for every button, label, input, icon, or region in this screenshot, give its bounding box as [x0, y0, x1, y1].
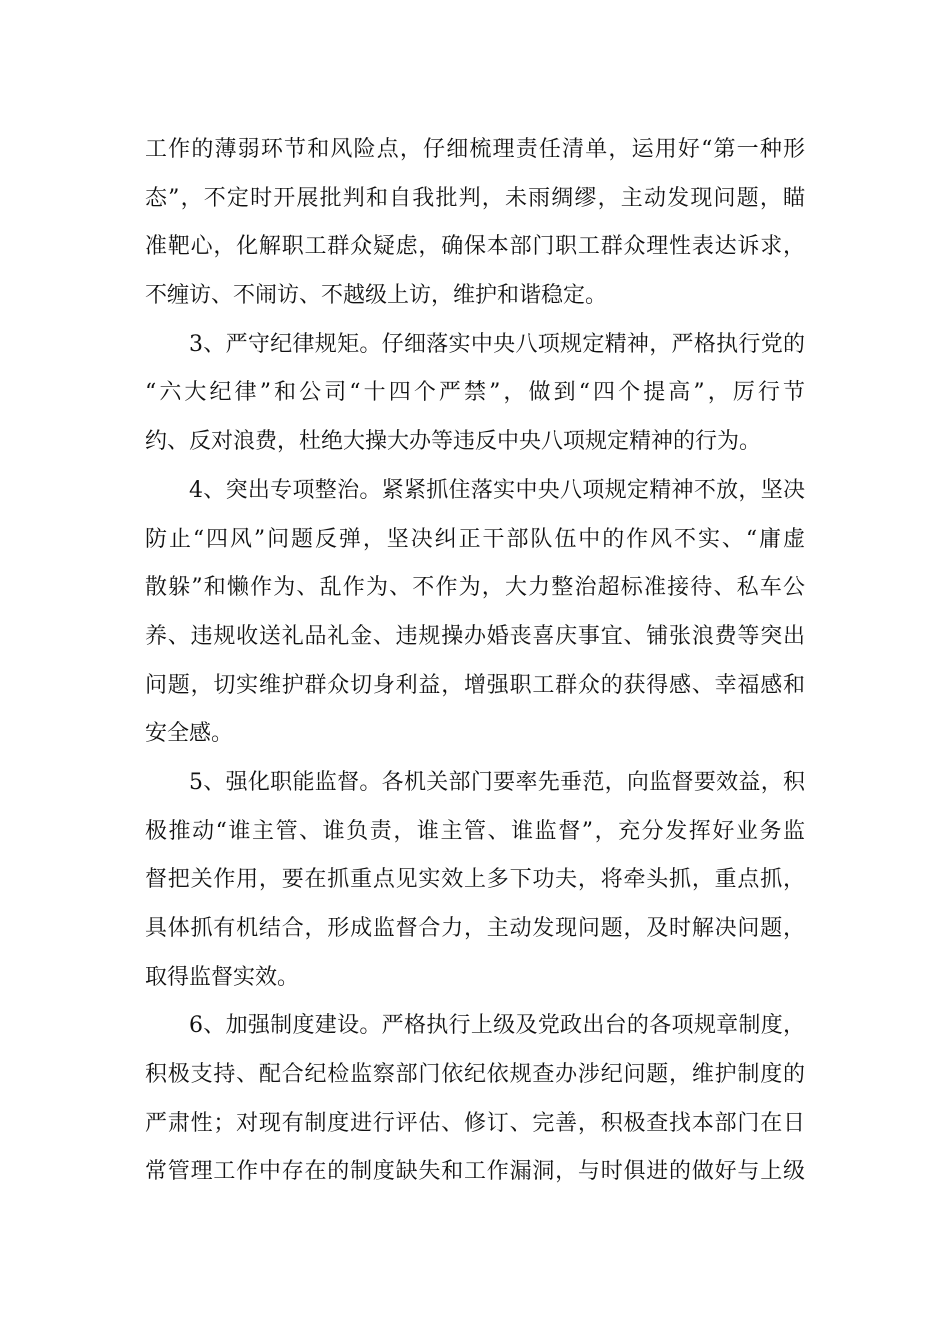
text-line: 不缠访、不闹访、不越级上访，维护和谐稳定。 [145, 283, 608, 309]
paragraph-3-heading-line: 3、严守纪律规矩。仔细落实中央八项规定精神，严格执行党的 [189, 331, 805, 357]
text-line: “六大纪律”和公司“十四个严禁”，做到“四个提高”，厉行节 [145, 380, 805, 406]
text-line: 具体抓有机结合，形成监督合力，主动发现问题，及时解决问题， [145, 916, 805, 941]
text-line: 积极支持、配合纪检监察部门依纪依规查办涉纪问题，维护制度的 [145, 1062, 805, 1088]
text-line: 防止“四风”问题反弹，坚决纠正干部队伍中的作风不实、“庸虚 [145, 526, 805, 552]
text-line: 工作的薄弱环节和风险点，仔细梳理责任清单，运用好“第一种形 [145, 137, 805, 162]
text-line: 约、反对浪费，杜绝大操大办等违反中央八项规定精神的行为。 [145, 429, 762, 455]
text-line: 准靶心，化解职工群众疑虑，确保本部门职工群众理性表达诉求， [145, 234, 805, 260]
text-line: 养、违规收送礼品礼金、违规操办婚丧喜庆事宜、铺张浪费等突出 [145, 623, 805, 649]
paragraph-4-heading-line: 4、突出专项整治。紧紧抓住落实中央八项规定精神不放，坚决 [189, 477, 805, 503]
text-line: 取得监督实效。 [145, 964, 300, 990]
text-line: 常管理工作中存在的制度缺失和工作漏洞，与时俱进的做好与上级 [145, 1159, 805, 1185]
text-line: 态”，不定时开展批判和自我批判，未雨绸缪，主动发现问题，瞄 [145, 185, 805, 211]
text-line: 极推动“谁主管、谁负责，谁主管、谁监督”，充分发挥好业务监 [145, 818, 805, 844]
paragraph-6-heading-line: 6、加强制度建设。严格执行上级及党政出台的各项规章制度， [189, 1013, 805, 1039]
text-line: 问题，切实维护群众切身利益，增强职工群众的获得感、幸福感和 [145, 672, 805, 698]
text-line: 督把关作用，要在抓重点见实效上多下功夫，将牵头抓，重点抓， [145, 867, 805, 893]
paragraph-5-heading-line: 5、强化职能监督。各机关部门要率先垂范，向监督要效益，积 [189, 769, 805, 795]
text-line: 散躲”和懒作为、乱作为、不作为，大力整治超标准接待、私车公 [145, 575, 805, 601]
text-line: 安全感。 [145, 721, 234, 747]
text-line: 严肃性；对现有制度进行评估、修订、完善，积极查找本部门在日 [145, 1110, 805, 1136]
document-body [145, 126, 805, 1197]
